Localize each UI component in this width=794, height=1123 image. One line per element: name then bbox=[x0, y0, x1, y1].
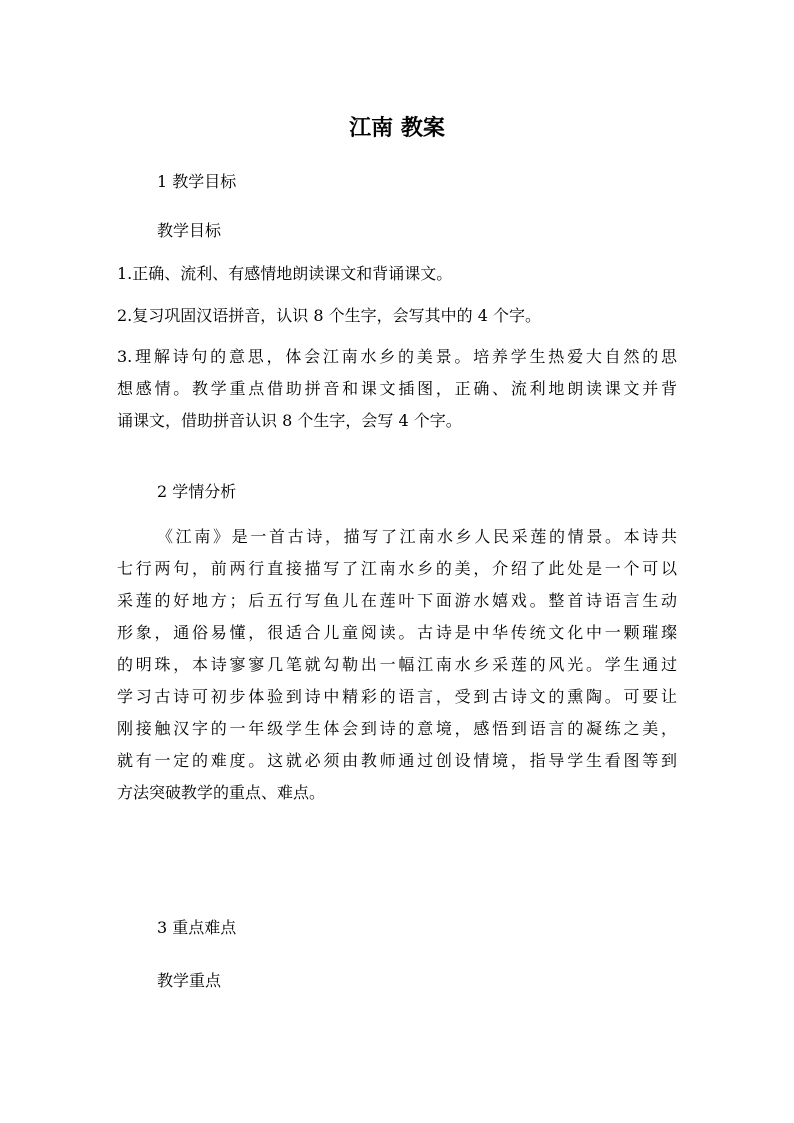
goal-item-3-line: 诵课文，借助拼音认识 8 个生字，会写 4 个字。 bbox=[117, 411, 462, 430]
section-heading-objectives: 1 教学目标 bbox=[157, 172, 237, 191]
goal-item-2: 2.复习巩固汉语拼音，认识 8 个生字，会写其中的 4 个字。 bbox=[117, 306, 541, 325]
goal-item-3 bbox=[117, 341, 677, 437]
analysis-line: 的明珠，本诗寥寥几笔就勾勒出一幅江南水乡采莲的风光。学生通过 bbox=[117, 655, 677, 674]
goal-item-3-line: 3.理解诗句的意思，体会江南水乡的美景。培养学生热爱大自然的思 bbox=[117, 347, 677, 366]
subheading-objectives: 教学目标 bbox=[157, 221, 222, 240]
subheading-key-points: 教学重点 bbox=[157, 971, 222, 990]
analysis-line: 刚接触汉字的一年级学生体会到诗的意境，感悟到语言的凝练之美， bbox=[117, 719, 677, 738]
document-title: 江南 教案 bbox=[349, 115, 445, 141]
analysis-line: 方法突破教学的重点、难点。 bbox=[117, 783, 326, 802]
analysis-line: 《江南》是一首古诗，描写了江南水乡人民采莲的情景。本诗共 bbox=[157, 527, 677, 546]
analysis-line: 就有一定的难度。这就必须由教师通过创设情境，指导学生看图等到 bbox=[117, 751, 677, 770]
analysis-paragraph bbox=[117, 521, 677, 809]
goal-item-3-line: 想感情。教学重点借助拼音和课文插图，正确、流利地朗读课文并背 bbox=[117, 379, 677, 398]
analysis-line: 采莲的好地方；后五行写鱼儿在莲叶下面游水嬉戏。整首诗语言生动 bbox=[117, 591, 677, 610]
section-heading-key-points: 3 重点难点 bbox=[157, 918, 237, 937]
analysis-line: 形象，通俗易懂，很适合儿童阅读。古诗是中华传统文化中一颗璀璨 bbox=[117, 623, 677, 642]
analysis-line: 学习古诗可初步体验到诗中精彩的语言，受到古诗文的熏陶。可要让 bbox=[117, 687, 677, 706]
analysis-line: 七行两句，前两行直接描写了江南水乡的美，介绍了此处是一个可以 bbox=[117, 559, 677, 578]
goal-item-1: 1.正确、流利、有感情地朗读课文和背诵课文。 bbox=[117, 264, 453, 283]
section-heading-analysis: 2 学情分析 bbox=[157, 482, 237, 501]
